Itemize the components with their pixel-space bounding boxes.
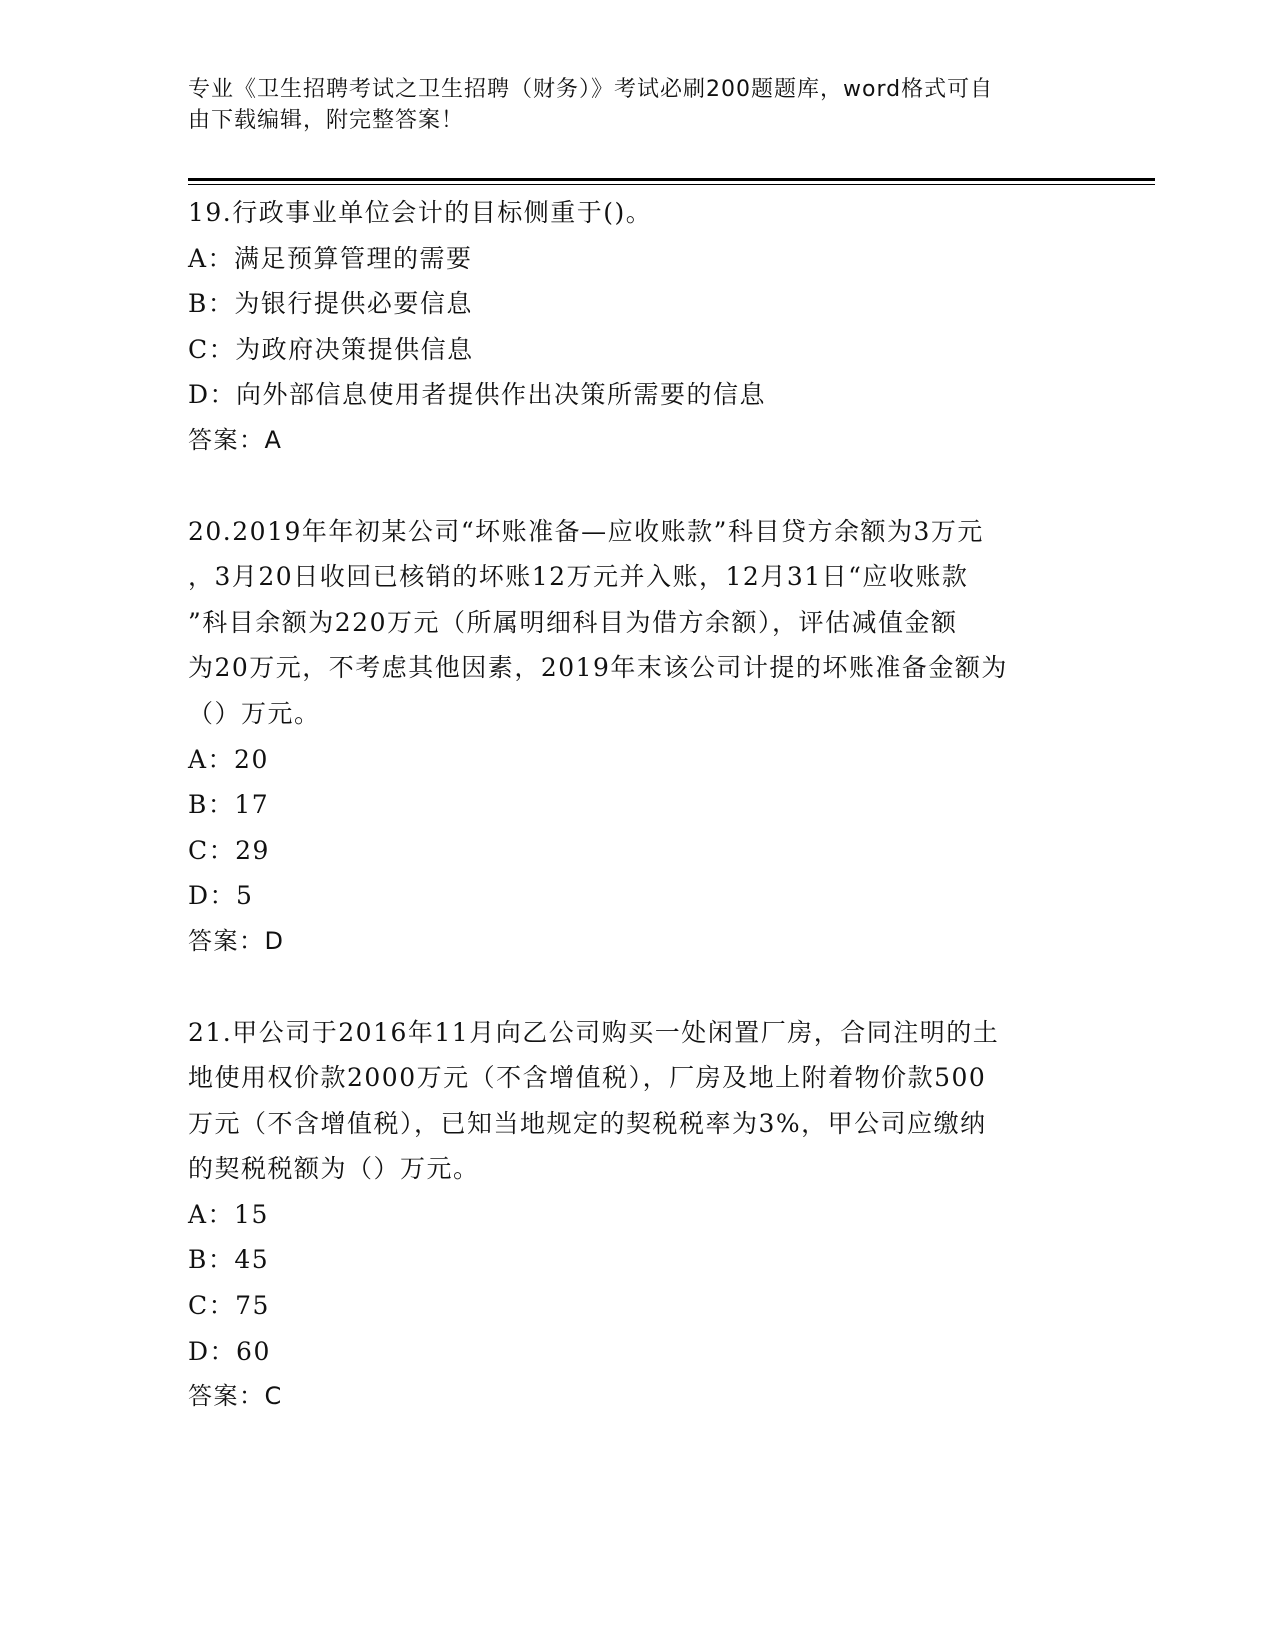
- option-a: A：20: [188, 744, 269, 774]
- document-header: [188, 74, 1068, 136]
- question-stem-line: 为20万元，不考虑其他因素，2019年末该公司计提的坏账准备金额为: [188, 653, 1008, 683]
- header-divider-thick: [188, 178, 1155, 181]
- option-c: C：75: [188, 1291, 270, 1321]
- question-stem-line: 地使用权价款2000万元（不含增值税），厂房及地上附着物价款500: [188, 1063, 987, 1093]
- question-19: [188, 190, 1088, 464]
- header-line-2: 由下载编辑，附完整答案！: [188, 108, 465, 133]
- question-stem-line: 21.甲公司于2016年11月向乙公司购买一处闲置厂房，合同注明的土: [188, 1017, 1000, 1047]
- question-20: [188, 509, 1088, 965]
- question-stem-line: 19.行政事业单位会计的目标侧重于()。: [188, 198, 653, 227]
- option-b: B：为银行提供必要信息: [188, 289, 473, 319]
- header-line-1: 专业《卫生招聘考试之卫生招聘（财务）》考试必刷200题题库，word格式可自: [188, 77, 994, 102]
- question-21: [188, 1010, 1088, 1420]
- question-stem-line: 万元（不含增值税），已知当地规定的契税税率为3%，甲公司应缴纳: [188, 1108, 987, 1138]
- option-d: D：5: [188, 881, 254, 911]
- question-stem-line: ，3月20日收回已核销的坏账12万元并入账，12月31日“应收账款: [188, 562, 969, 592]
- question-stem-line: （）万元。: [188, 698, 321, 728]
- answer-label: 答案：C: [188, 1382, 283, 1411]
- question-stem-line: ”科目余额为220万元（所属明细科目为借方余额），评估减值金额: [188, 607, 958, 637]
- option-d: D：向外部信息使用者提供作出决策所需要的信息: [188, 380, 767, 410]
- option-c: C：为政府决策提供信息: [188, 334, 474, 364]
- option-b: B：45: [188, 1245, 270, 1275]
- question-list: [188, 190, 1088, 1420]
- option-a: A：15: [188, 1199, 269, 1229]
- option-d: D：60: [188, 1336, 271, 1366]
- question-stem-line: 的契税税额为（）万元。: [188, 1154, 480, 1184]
- question-stem-line: 20.2019年年初某公司“坏账准备—应收账款”科目贷方余额为3万元: [188, 516, 984, 546]
- option-a: A：满足预算管理的需要: [188, 243, 473, 273]
- option-c: C：29: [188, 835, 270, 865]
- answer-label: 答案：D: [188, 926, 285, 955]
- option-b: B：17: [188, 790, 270, 820]
- answer-label: 答案：A: [188, 425, 283, 454]
- header-divider-thin: [188, 184, 1155, 185]
